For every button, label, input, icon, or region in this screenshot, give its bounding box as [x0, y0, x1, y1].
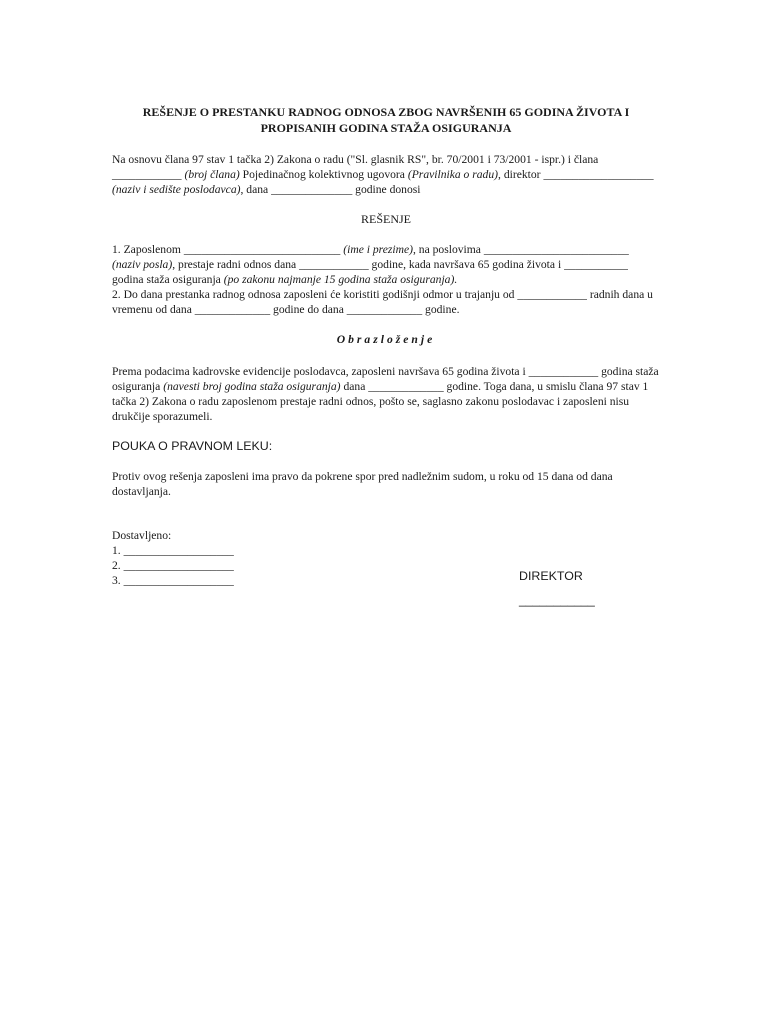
intro-text-3: , direktor — [498, 168, 541, 181]
title-line-2: PROPISANIH GODINA STAŽA OSIGURANJA — [260, 121, 512, 135]
director-signature-line: ___________ — [519, 593, 595, 607]
point-2 — [112, 287, 660, 317]
blank-obr-date: _____________ — [368, 380, 444, 393]
intro-paragraph — [112, 152, 660, 197]
hint-position: (naziv posla) — [112, 258, 173, 271]
obr-text-1: Prema podacima kadrovske evidencije poslodavca, zaposleni navršava 65 godina života i — [112, 365, 526, 378]
hint-obr-years: (navesti broj godina staža osiguranja) — [163, 380, 341, 393]
obr-text-3: dana — [343, 380, 366, 393]
intro-text-2: Pojedinačnog kolektivnog ugovora — [242, 168, 405, 181]
hint-article-number: (broj člana) — [184, 168, 240, 181]
document-body — [112, 104, 660, 588]
point2-text-4: godine. — [425, 303, 460, 316]
point2-text-2: radnih dana u vremenu od dana — [112, 288, 653, 316]
blank-leave-to: _____________ — [346, 303, 423, 316]
document-title — [112, 104, 660, 136]
blank-date: ______________ — [271, 183, 353, 196]
dostavljeno-item-1: 1. ___________________ — [112, 544, 234, 557]
blank-employer: ___________________ — [543, 168, 654, 181]
pouka-paragraph: Protiv ovog rešenja zaposleni ima pravo da pokrene spor pred nadležnim sudom, u roku od 15 dana od dana dostavljanja. — [112, 470, 613, 498]
hint-rulebook: (Pravilnika o radu) — [407, 168, 499, 181]
resenje-heading: REŠENJE — [360, 212, 411, 226]
blank-position: _________________________ — [483, 243, 629, 256]
obrazlozenje-paragraph — [112, 364, 660, 424]
blank-obr-years: ____________ — [528, 365, 599, 378]
intro-text-4: , dana — [240, 183, 269, 196]
hint-years: (po zakonu najmanje 15 godina staža osiguranja). — [223, 273, 458, 286]
director-label: DIREKTOR — [519, 569, 583, 583]
title-line-1: REŠENJE O PRESTANKU RADNOG ODNOSA ZBOG NAVRŠENIH 65 GODINA ŽIVOTA I — [142, 105, 630, 119]
blank-article-number: ____________ — [112, 168, 182, 181]
director-signature — [519, 568, 595, 608]
blank-name: ___________________________ — [183, 243, 341, 256]
point1-text-5: godina staža osiguranja — [112, 273, 221, 286]
blank-end-date: ____________ — [299, 258, 369, 271]
blank-leave-days: ____________ — [517, 288, 587, 301]
blank-years: ___________ — [564, 258, 628, 271]
point1-text-3: , prestaje radni odnos dana — [172, 258, 297, 271]
point1-text-4: godine, kada navršava 65 godina života i — [371, 258, 562, 271]
point2-text-1: 2. Do dana prestanka radnog odnosa zaposleni će koristiti godišnji odmor u trajanju od — [112, 288, 515, 301]
intro-text-5: godine donosi — [355, 183, 421, 196]
point1-text-2: , na poslovima — [413, 243, 481, 256]
point-1 — [112, 242, 660, 287]
dostavljeno-item-3: 3. ___________________ — [112, 574, 234, 587]
dostavljeno-item-2: 2. ___________________ — [112, 559, 234, 572]
obr-text-4: godine. Toga dana, u smislu člana 97 stav 1 tačka 2) Zakona o radu zaposlenom prestaje radni odnos, pošto se, saglasno zakonu poslodavac i zaposleni nisu drukčije sporazumeli. — [112, 380, 649, 423]
hint-name: (ime i prezime) — [343, 243, 413, 256]
dostavljeno-label: Dostavljeno: — [112, 529, 172, 542]
point1-text-1: 1. Zaposlenom — [112, 243, 181, 256]
point2-text-3: godine do dana — [273, 303, 344, 316]
blank-leave-from: _____________ — [194, 303, 271, 316]
intro-text-1: Na osnovu člana 97 stav 1 tačka 2) Zakona o radu ("Sl. glasnik RS", br. 70/2001 i 73/2001 - ispr.) i člana — [112, 153, 599, 166]
obrazlozenje-heading: Obrazloženje — [336, 333, 436, 346]
hint-employer: (naziv i sedište poslodavca) — [112, 183, 241, 196]
obr-text-2: godina staža osiguranja — [112, 365, 659, 393]
pouka-heading: POUKA O PRAVNOM LEKU: — [112, 439, 273, 453]
